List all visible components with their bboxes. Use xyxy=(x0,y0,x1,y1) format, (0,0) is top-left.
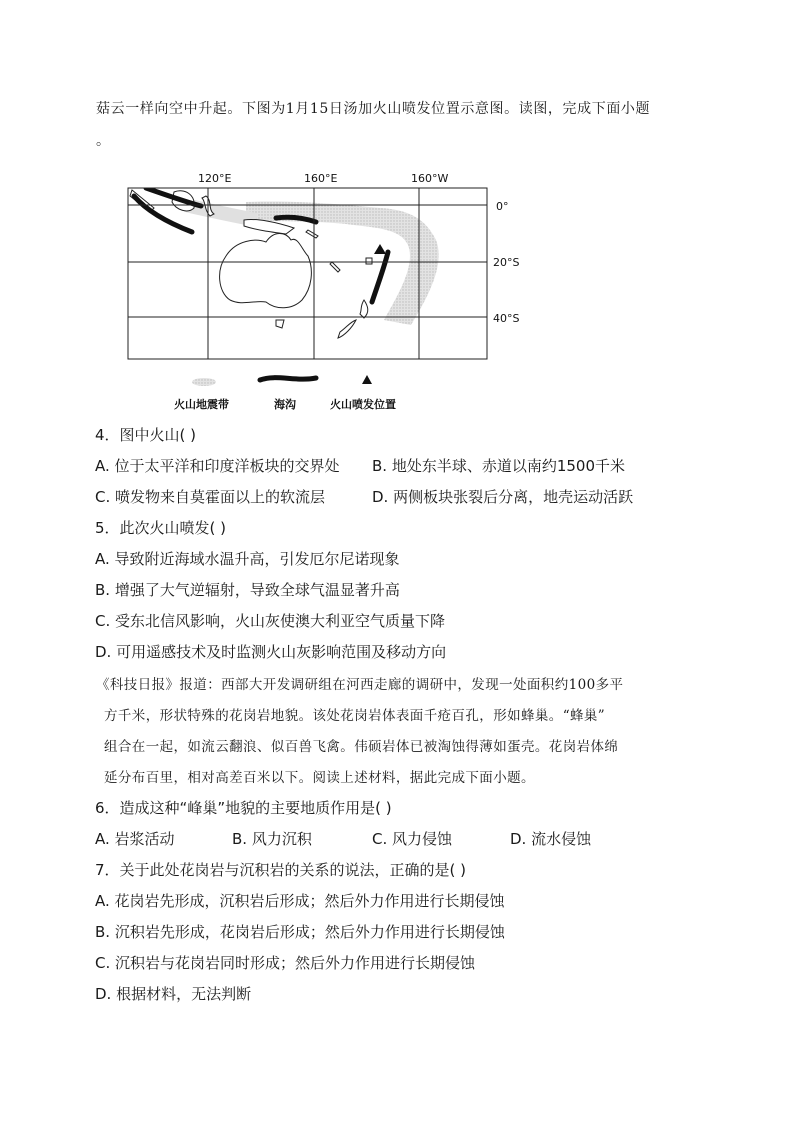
question-5-option-d: D. 可用遥感技术及时监测火山灰影响范围及移动方向 xyxy=(95,643,447,661)
lat-label-20s: 20°S xyxy=(493,256,520,269)
volcano-location-map xyxy=(126,160,546,420)
question-5-stem: 5．此次火山喷发( ) xyxy=(95,519,227,537)
question-7-option-c: C. 沉积岩与花岗岩同时形成；然后外力作用进行长期侵蚀 xyxy=(95,954,476,972)
question-5-option-a: A. 导致附近海域水温升高，引发厄尔尼诺现象 xyxy=(95,550,400,568)
question-7-option-d: D. 根据材料，无法判断 xyxy=(95,985,252,1003)
question-6-stem: 6．造成这种“峰巢”地貌的主要地质作用是( ) xyxy=(95,799,392,817)
fiji-island xyxy=(366,258,372,264)
passage-line-1: 《科技日报》报道：西部大开发调研组在河西走廊的调研中，发现一处面积约100多平 xyxy=(96,677,624,693)
lon-label-120e: 120°E xyxy=(198,172,232,185)
question-6-option-c: C. 风力侵蚀 xyxy=(372,830,453,848)
question-4-option-b: B. 地处东半球、赤道以南约1500千米 xyxy=(372,457,626,475)
question-4-stem: 4．图中火山( ) xyxy=(95,426,197,444)
lon-label-160e: 160°E xyxy=(304,172,338,185)
legend-trench-label: 海沟 xyxy=(274,398,296,411)
question-6-option-d: D. 流水侵蚀 xyxy=(510,830,592,848)
question-7-option-a: A. 花岗岩先形成，沉积岩后形成；然后外力作用进行长期侵蚀 xyxy=(95,892,505,910)
question-5-option-c: C. 受东北信风影响，火山灰使澳大利亚空气质量下降 xyxy=(95,612,446,630)
legend-eruption-label: 火山喷发位置 xyxy=(330,398,396,411)
question-7-option-b: B. 沉积岩先形成，花岗岩后形成；然后外力作用进行长期侵蚀 xyxy=(95,923,505,941)
map-svg xyxy=(126,160,546,420)
new-caledonia xyxy=(330,262,340,272)
lat-label-0: 0° xyxy=(496,200,509,213)
new-zealand-south xyxy=(338,320,356,338)
question-7-stem: 7．关于此处花岗岩与沉积岩的关系的说法，正确的是( ) xyxy=(95,861,467,879)
legend-trench-icon xyxy=(260,378,316,380)
legend-seismic-belt-icon xyxy=(192,378,216,386)
legend-eruption-icon xyxy=(362,375,372,384)
tasmania-outline xyxy=(276,320,284,328)
question-6-option-a: A. 岩浆活动 xyxy=(95,830,175,848)
australia-outline xyxy=(220,234,312,308)
legend-seismic-belt-label: 火山地震带 xyxy=(174,398,229,411)
eruption-site-marker xyxy=(374,244,386,254)
passage-line-3: 组合在一起，如流云翻浪、似百兽飞禽。伟硕岩体已被淘蚀得薄如蛋壳。花岗岩体绵 xyxy=(104,739,619,755)
question-4-option-c: C. 喷发物来自莫霍面以上的软流层 xyxy=(95,488,326,506)
trench-tonga xyxy=(372,252,388,302)
question-4-option-d: D. 两侧板块张裂后分离，地壳运动活跃 xyxy=(372,488,634,506)
intro-text-line-2: 。 xyxy=(96,133,111,149)
lon-label-160w: 160°W xyxy=(411,172,449,185)
solomon-islands xyxy=(306,230,318,238)
intro-text-line-1: 菇云一样向空中升起。下图为1月15日汤加火山喷发位置示意图。读图，完成下面小题 xyxy=(96,101,651,117)
passage-line-2: 方千米，形状特殊的花岗岩地貌。该处花岗岩体表面千疮百孔，形如蜂巢。“蜂巢” xyxy=(104,708,606,724)
question-4-option-a: A. 位于太平洋和印度洋板块的交界处 xyxy=(95,457,340,475)
question-6-option-b: B. 风力沉积 xyxy=(232,830,312,848)
lat-label-40s: 40°S xyxy=(493,312,520,325)
new-zealand-north xyxy=(360,300,368,318)
question-5-option-b: B. 增强了大气逆辐射，导致全球气温显著升高 xyxy=(95,581,400,599)
new-guinea-outline xyxy=(244,219,294,234)
passage-line-4: 延分布百里，相对高差百米以下。阅读上述材料，据此完成下面小题。 xyxy=(104,770,535,786)
